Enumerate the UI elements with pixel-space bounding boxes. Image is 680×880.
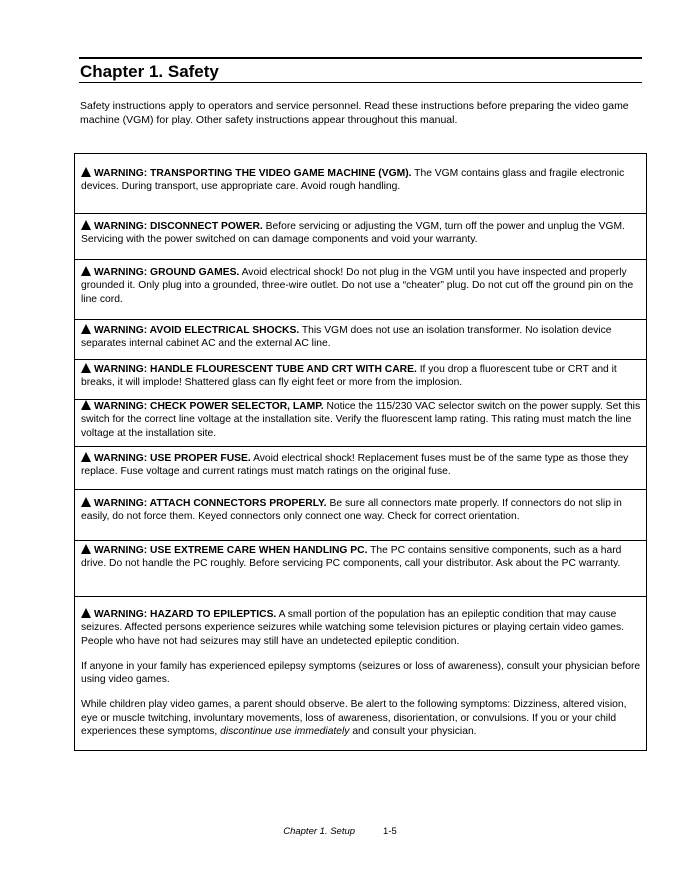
warning-text: The VGM contains glass and fragile electronic devices. During transport, use appropriate care. Avoid rough handling.: [81, 168, 625, 193]
warning-transporting: [75, 154, 646, 214]
warning-text: Notice the 115/230 VAC selector switch on the power supply. Set this switch for the correct line voltage at the installation site. Verify the fluorescent lamp rating. This rating must match the line voltage at the installation site.: [81, 401, 641, 439]
warning-title: WARNING: TRANSPORTING THE VIDEO GAME MACHINE (VGM).: [94, 168, 412, 179]
warning-text: Before servicing or adjusting the VGM, turn off the power and unplug the VGM. Servicing with the power switched on can damage components and void your warranty.: [81, 221, 625, 246]
warning-title: WARNING: HANDLE FLOURESCENT TUBE AND CRT WITH CARE.: [94, 364, 417, 375]
warning-paragraph: [81, 608, 641, 648]
warning-triangle-icon: [81, 400, 91, 410]
warning-paragraph: [81, 324, 641, 351]
warning-paragraph-2: If anyone in your family has experienced epilepsy symptoms (seizures or loss of awareness), consult your physician before using video games.: [81, 660, 641, 686]
warning-triangle-icon: [81, 452, 91, 462]
page-number: 1-5: [383, 826, 397, 837]
warning-text: A small portion of the population has an epileptic condition that may cause seizures. Affected persons experience seizures while watching some television pictures or playing certain video games. People who have not had seizures may still have an undetected epileptic condition.: [81, 609, 624, 647]
warning-paragraph: [81, 452, 641, 479]
footer-chapter: Chapter 1. Setup: [283, 826, 356, 837]
warning-paragraph: [81, 167, 641, 194]
warning-disconnect-power: [75, 214, 646, 260]
warning-paragraph: [81, 266, 641, 306]
intro-paragraph: Safety instructions apply to operators and service personnel. Read these instructions before preparing the video game machine (VGM) for play. Other safety instructions appear throughout this manual.: [80, 100, 629, 126]
chapter-title: Chapter 1. Safety: [79, 57, 642, 83]
warning-title: WARNING: ATTACH CONNECTORS PROPERLY.: [94, 498, 327, 509]
warning-title: WARNING: CHECK POWER SELECTOR, LAMP.: [94, 401, 324, 412]
warning-electrical-shocks: [75, 320, 646, 360]
warning-text: Avoid electrical shock! Do not plug in the VGM until you have inspected and properly grounded it. Only plug into a grounded, three-wire outlet. Do not use a “cheater” plug. Do not cut off the ground pin on the line cord.: [81, 267, 634, 305]
warning-triangle-icon: [81, 324, 91, 334]
warning-paragraph: [81, 497, 641, 524]
warning-power-selector: [75, 400, 646, 447]
warning-text: While children play video games, a parent should observe. Be alert to the following symptoms: Dizziness, altered vision, eye or muscle twitching, involuntary movements, loss of awareness, disorientation, or convulsions. If you or your child experiences these symptoms,: [81, 699, 627, 738]
warning-title: WARNING: DISCONNECT POWER.: [94, 221, 263, 232]
warning-triangle-icon: [81, 220, 91, 230]
warning-paragraph: [81, 544, 641, 571]
warning-title: WARNING: USE PROPER FUSE.: [94, 453, 251, 464]
warning-triangle-icon: [81, 363, 91, 373]
warning-triangle-icon: [81, 608, 91, 618]
warning-paragraph: [81, 220, 641, 247]
warning-attach-connectors: [75, 490, 646, 541]
warning-triangle-icon: [81, 266, 91, 276]
warning-emphasis: discontinue use immediately: [220, 726, 350, 738]
warning-ground-games: [75, 260, 646, 320]
warning-paragraph: [81, 400, 641, 440]
warning-fluorescent-tube: [75, 360, 646, 400]
warning-title: WARNING: AVOID ELECTRICAL SHOCKS.: [94, 325, 300, 336]
warning-text: Avoid electrical shock! Replacement fuses must be of the same type as those they replace. Fuse voltage and current ratings must match ratings on the original fuse.: [81, 453, 629, 478]
warning-text: The PC contains sensitive components, such as a hard drive. Do not handle the PC roughly. Before servicing PC components, call your distributor. Ask about the PC warranty.: [81, 545, 622, 570]
warning-title: WARNING: HAZARD TO EPILEPTICS.: [94, 609, 277, 620]
warning-text: Be sure all connectors mate properly. If connectors do not slip in easily, do not force them. Keyed connectors only connect one way. Check for correct orientation.: [81, 498, 622, 523]
warning-paragraph: [81, 363, 641, 390]
warning-epileptics: [75, 597, 646, 751]
warning-triangle-icon: [81, 544, 91, 554]
warning-text: If you drop a fluorescent tube or CRT and it breaks, it will implode! Shattered glass can fly eight feet or more from the implosion.: [81, 364, 617, 389]
warning-triangle-icon: [81, 167, 91, 177]
warning-title: WARNING: USE EXTREME CARE WHEN HANDLING PC.: [94, 545, 368, 556]
warning-triangle-icon: [81, 497, 91, 507]
warnings-table: [74, 153, 647, 751]
warning-text: This VGM does not use an isolation transformer. No isolation device separates internal cabinet AC and the external AC line.: [81, 325, 612, 350]
warning-paragraph-3: [81, 698, 641, 738]
warning-handling-pc: [75, 541, 646, 597]
warning-text: and consult your physician.: [352, 726, 477, 738]
page-footer: [0, 826, 680, 837]
warning-proper-fuse: [75, 447, 646, 490]
warning-title: WARNING: GROUND GAMES.: [94, 267, 240, 278]
